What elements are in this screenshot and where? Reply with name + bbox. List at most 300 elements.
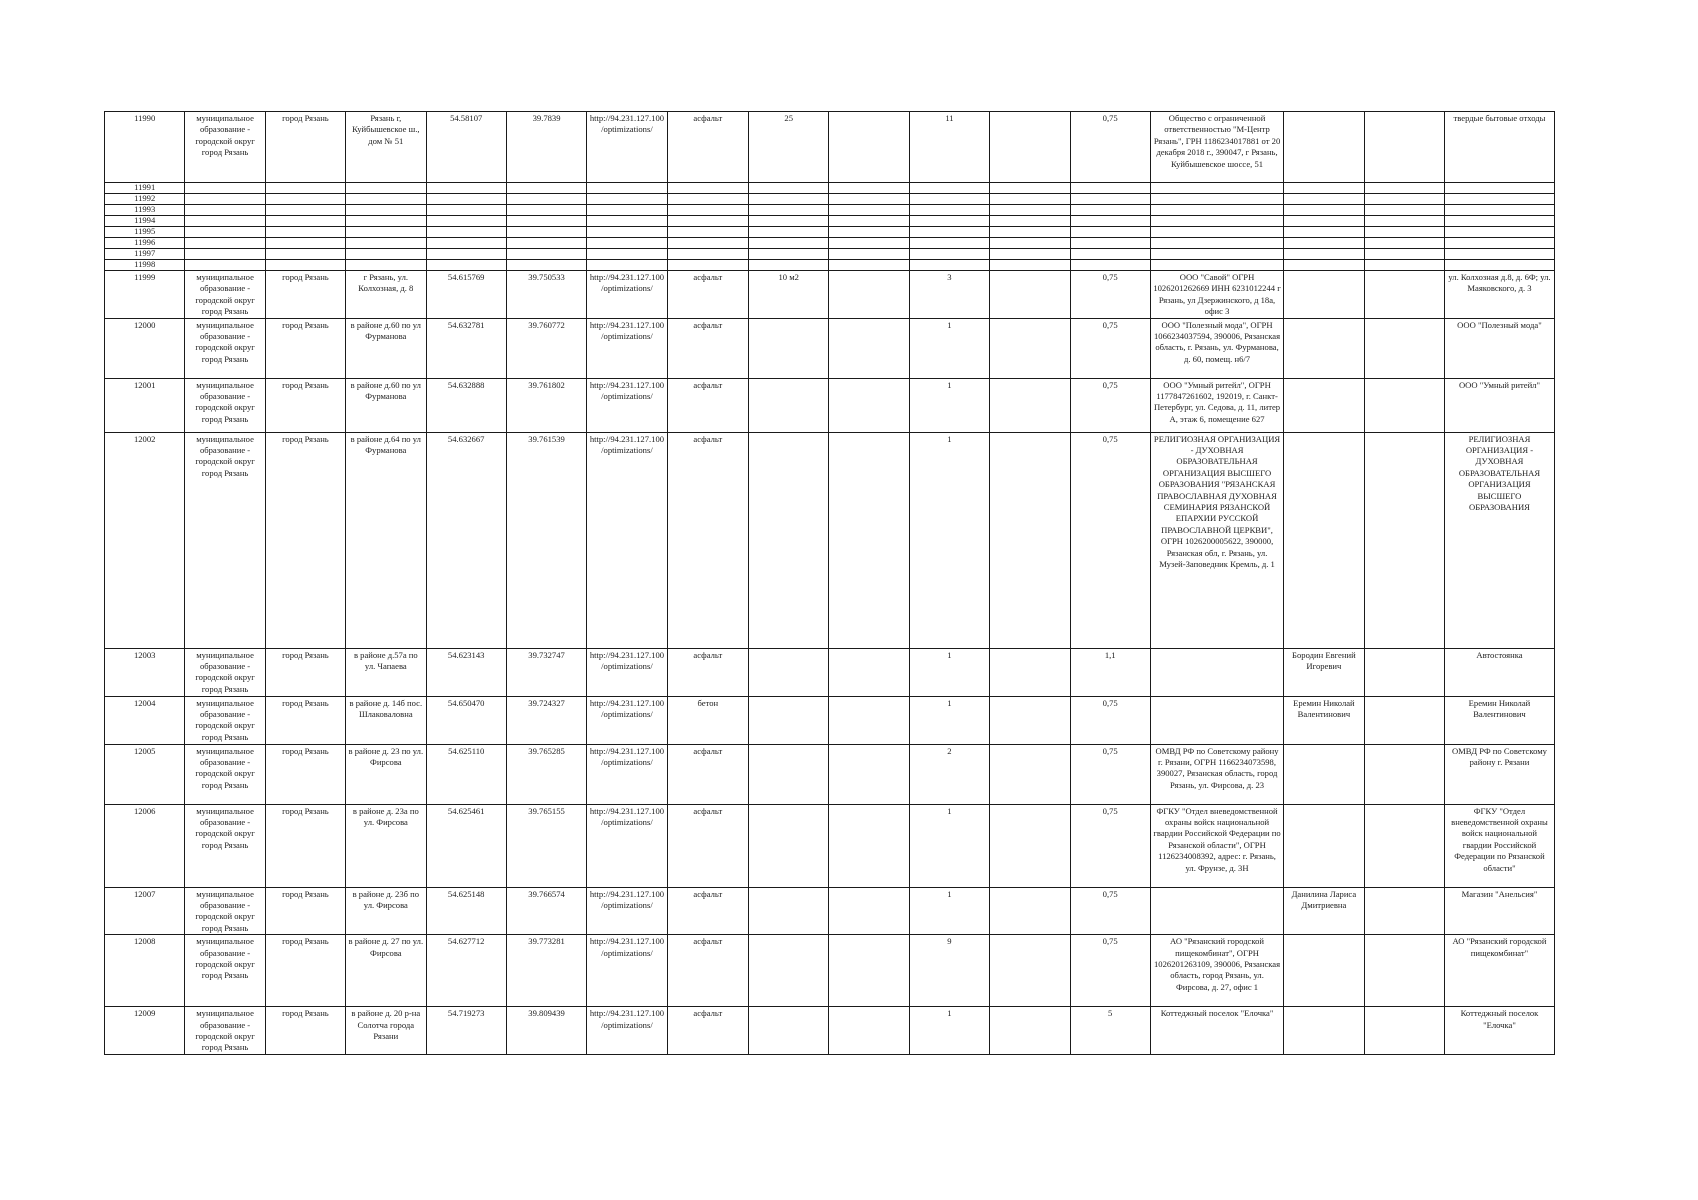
address-cell: Рязань г, Куйбышевское ш., дом № 51 — [346, 112, 426, 183]
record-number-cell: 12005 — [105, 744, 185, 804]
owner-person-cell — [1284, 205, 1364, 216]
longitude-cell: 39.761802 — [506, 378, 586, 432]
latitude-cell: 54.625461 — [426, 804, 506, 887]
column-12-cell — [990, 227, 1070, 238]
registry-table-body — [105, 112, 1555, 1055]
column-12-cell — [990, 318, 1070, 378]
owner-organization-cell: ООО "Савой" ОГРН 1026201262669 ИНН 6231012244 г Рязань, ул Дзержинского, д 18а, офис 3 — [1150, 271, 1283, 319]
map-link-cell[interactable]: http://94.231.127.100/optimizations/ — [587, 378, 667, 432]
column-10-cell — [829, 249, 909, 260]
city-cell: город Рязань — [265, 1007, 345, 1055]
longitude-cell: 39.766574 — [506, 887, 586, 935]
owner-organization-cell — [1150, 205, 1283, 216]
latitude-cell — [426, 183, 506, 194]
record-number-cell: 12008 — [105, 935, 185, 1007]
owner-person-cell — [1284, 804, 1364, 887]
municipality-cell: муниципальное образование - городской округ город Рязань — [185, 112, 265, 183]
container-count-cell: 11 — [909, 112, 989, 183]
column-16-cell — [1364, 260, 1444, 271]
record-number-cell: 12002 — [105, 432, 185, 648]
column-16-cell — [1364, 183, 1444, 194]
owner-person-cell — [1284, 238, 1364, 249]
city-cell — [265, 194, 345, 205]
address-cell: в районе д. 14б пос. Шлаковаловна — [346, 696, 426, 744]
waste-source-cell: Магазин "Анельсия" — [1444, 887, 1554, 935]
waste-source-cell — [1444, 205, 1554, 216]
column-10-cell — [829, 804, 909, 887]
table-row — [105, 112, 1555, 183]
column-12-cell — [990, 260, 1070, 271]
surface-type-cell: бетон — [667, 696, 748, 744]
column-16-cell — [1364, 1007, 1444, 1055]
table-row — [105, 744, 1555, 804]
area-cell — [749, 318, 829, 378]
area-cell: 10 м2 — [749, 271, 829, 319]
column-10-cell — [829, 318, 909, 378]
city-cell — [265, 227, 345, 238]
waste-source-cell: твердые бытовые отходы — [1444, 112, 1554, 183]
latitude-cell: 54.650470 — [426, 696, 506, 744]
record-number-cell: 12006 — [105, 804, 185, 887]
container-count-cell: 1 — [909, 887, 989, 935]
city-cell — [265, 260, 345, 271]
column-10-cell — [829, 205, 909, 216]
city-cell: город Рязань — [265, 744, 345, 804]
owner-person-cell — [1284, 935, 1364, 1007]
table-row — [105, 183, 1555, 194]
latitude-cell: 54.627712 — [426, 935, 506, 1007]
area-cell — [749, 378, 829, 432]
address-cell — [346, 227, 426, 238]
column-12-cell — [990, 744, 1070, 804]
record-number-cell: 11997 — [105, 249, 185, 260]
column-10-cell — [829, 432, 909, 648]
container-volume-cell: 0,75 — [1070, 271, 1150, 319]
map-link-cell[interactable] — [587, 183, 667, 194]
table-row — [105, 216, 1555, 227]
longitude-cell: 39.765285 — [506, 744, 586, 804]
municipality-cell — [185, 183, 265, 194]
column-16-cell — [1364, 271, 1444, 319]
area-cell — [749, 194, 829, 205]
map-link-cell[interactable]: http://94.231.127.100/optimizations/ — [587, 744, 667, 804]
column-12-cell — [990, 183, 1070, 194]
waste-source-cell: Автостоянка — [1444, 648, 1554, 696]
owner-person-cell — [1284, 1007, 1364, 1055]
waste-source-cell — [1444, 183, 1554, 194]
latitude-cell: 54.719273 — [426, 1007, 506, 1055]
city-cell — [265, 205, 345, 216]
table-row — [105, 205, 1555, 216]
area-cell — [749, 887, 829, 935]
column-16-cell — [1364, 432, 1444, 648]
map-link-cell[interactable]: http://94.231.127.100/optimizations/ — [587, 804, 667, 887]
column-12-cell — [990, 378, 1070, 432]
table-row — [105, 271, 1555, 319]
latitude-cell — [426, 249, 506, 260]
map-link-cell[interactable] — [587, 216, 667, 227]
waste-source-cell: ОМВД РФ по Советскому району г. Рязани — [1444, 744, 1554, 804]
container-count-cell: 1 — [909, 318, 989, 378]
owner-organization-cell: ОМВД РФ по Советскому району г. Рязани, ОГРН 1166234073598, 390027, Рязанская область, город Рязань, ул. Фирсова, д. 23 — [1150, 744, 1283, 804]
municipality-cell: муниципальное образование - городской округ город Рязань — [185, 696, 265, 744]
owner-organization-cell: РЕЛИГИОЗНАЯ ОРГАНИЗАЦИЯ - ДУХОВНАЯ ОБРАЗОВАТЕЛЬНАЯ ОРГАНИЗАЦИЯ ВЫСШЕГО ОБРАЗОВАНИЯ "РЯЗАНСКАЯ ПРАВОСЛАВНАЯ ДУХОВНАЯ СЕМИНАРИЯ РЯЗАНСКОЙ ЕПАРХИИ РУССКОЙ ПРАВОСЛАВНОЙ ЦЕРКВИ", ОГРН 1026200005622, 390000, Рязанская обл, г. Рязань, ул. Музей-Заповедник Кремль, д. 1 — [1150, 432, 1283, 648]
surface-type-cell — [667, 238, 748, 249]
container-count-cell: 2 — [909, 744, 989, 804]
address-cell — [346, 183, 426, 194]
container-volume-cell — [1070, 238, 1150, 249]
waste-source-cell: ООО "Полезный мода" — [1444, 318, 1554, 378]
table-row — [105, 227, 1555, 238]
map-link-cell[interactable] — [587, 227, 667, 238]
area-cell — [749, 935, 829, 1007]
longitude-cell — [506, 260, 586, 271]
latitude-cell — [426, 238, 506, 249]
column-16-cell — [1364, 378, 1444, 432]
owner-organization-cell — [1150, 183, 1283, 194]
waste-source-cell: Коттеджный поселок "Елочка" — [1444, 1007, 1554, 1055]
area-cell — [749, 432, 829, 648]
latitude-cell: 54.632667 — [426, 432, 506, 648]
registry-table — [104, 111, 1555, 1055]
surface-type-cell — [667, 194, 748, 205]
area-cell — [749, 249, 829, 260]
owner-organization-cell — [1150, 194, 1283, 205]
municipality-cell: муниципальное образование - городской округ город Рязань — [185, 804, 265, 887]
area-cell: 25 — [749, 112, 829, 183]
municipality-cell: муниципальное образование - городской округ город Рязань — [185, 744, 265, 804]
waste-source-cell: Еремин Николай Валентинович — [1444, 696, 1554, 744]
table-row — [105, 194, 1555, 205]
container-count-cell — [909, 260, 989, 271]
owner-person-cell — [1284, 112, 1364, 183]
record-number-cell: 12003 — [105, 648, 185, 696]
container-count-cell — [909, 238, 989, 249]
map-link-cell[interactable]: http://94.231.127.100/optimizations/ — [587, 887, 667, 935]
waste-source-cell: ФГКУ "Отдел вневедомственной охраны войск национальной гвардии Российской Федерации по Рязанской области" — [1444, 804, 1554, 887]
address-cell: г Рязань, ул. Колхозная, д. 8 — [346, 271, 426, 319]
map-link-cell[interactable] — [587, 260, 667, 271]
map-link-cell[interactable]: http://94.231.127.100/optimizations/ — [587, 271, 667, 319]
longitude-cell — [506, 227, 586, 238]
container-count-cell: 1 — [909, 432, 989, 648]
container-volume-cell: 0,75 — [1070, 318, 1150, 378]
owner-person-cell — [1284, 744, 1364, 804]
area-cell — [749, 260, 829, 271]
waste-source-cell: АО "Рязанский городской пищекомбинат" — [1444, 935, 1554, 1007]
city-cell — [265, 238, 345, 249]
column-12-cell — [990, 696, 1070, 744]
map-link-cell[interactable]: http://94.231.127.100/optimizations/ — [587, 696, 667, 744]
column-16-cell — [1364, 887, 1444, 935]
container-volume-cell: 0,75 — [1070, 378, 1150, 432]
owner-organization-cell — [1150, 249, 1283, 260]
container-volume-cell — [1070, 249, 1150, 260]
owner-person-cell — [1284, 318, 1364, 378]
address-cell: в районе д.64 по ул Фурманова — [346, 432, 426, 648]
map-link-cell[interactable]: http://94.231.127.100/optimizations/ — [587, 935, 667, 1007]
municipality-cell — [185, 249, 265, 260]
column-12-cell — [990, 249, 1070, 260]
owner-organization-cell — [1150, 648, 1283, 696]
table-row — [105, 378, 1555, 432]
surface-type-cell — [667, 260, 748, 271]
owner-person-cell — [1284, 227, 1364, 238]
address-cell — [346, 216, 426, 227]
column-12-cell — [990, 271, 1070, 319]
city-cell: город Рязань — [265, 648, 345, 696]
surface-type-cell: асфальт — [667, 271, 748, 319]
latitude-cell — [426, 205, 506, 216]
record-number-cell: 11995 — [105, 227, 185, 238]
municipality-cell: муниципальное образование - городской округ город Рязань — [185, 318, 265, 378]
column-12-cell — [990, 238, 1070, 249]
municipality-cell: муниципальное образование - городской округ город Рязань — [185, 432, 265, 648]
waste-source-cell — [1444, 238, 1554, 249]
column-16-cell — [1364, 249, 1444, 260]
column-10-cell — [829, 227, 909, 238]
longitude-cell: 39.761539 — [506, 432, 586, 648]
container-count-cell: 1 — [909, 648, 989, 696]
latitude-cell: 54.632781 — [426, 318, 506, 378]
city-cell: город Рязань — [265, 378, 345, 432]
column-16-cell — [1364, 205, 1444, 216]
record-number-cell: 11998 — [105, 260, 185, 271]
table-row — [105, 804, 1555, 887]
owner-person-cell — [1284, 378, 1364, 432]
longitude-cell — [506, 183, 586, 194]
address-cell: в районе д. 23б по ул. Фирсова — [346, 887, 426, 935]
owner-person-cell: Еремин Николай Валентинович — [1284, 696, 1364, 744]
address-cell — [346, 205, 426, 216]
column-16-cell — [1364, 227, 1444, 238]
column-10-cell — [829, 744, 909, 804]
container-volume-cell: 0,75 — [1070, 744, 1150, 804]
latitude-cell — [426, 194, 506, 205]
longitude-cell — [506, 205, 586, 216]
record-number-cell: 12004 — [105, 696, 185, 744]
container-count-cell — [909, 194, 989, 205]
owner-person-cell — [1284, 271, 1364, 319]
municipality-cell: муниципальное образование - городской округ город Рязань — [185, 378, 265, 432]
latitude-cell: 54.625110 — [426, 744, 506, 804]
owner-organization-cell — [1150, 887, 1283, 935]
address-cell: в районе д. 23 по ул. Фирсова — [346, 744, 426, 804]
surface-type-cell: асфальт — [667, 318, 748, 378]
map-link-cell[interactable]: http://94.231.127.100/optimizations/ — [587, 648, 667, 696]
container-volume-cell: 0,75 — [1070, 887, 1150, 935]
surface-type-cell: асфальт — [667, 378, 748, 432]
latitude-cell: 54.623143 — [426, 648, 506, 696]
longitude-cell: 39.765155 — [506, 804, 586, 887]
area-cell — [749, 216, 829, 227]
column-16-cell — [1364, 216, 1444, 227]
table-row — [105, 249, 1555, 260]
column-10-cell — [829, 183, 909, 194]
longitude-cell — [506, 194, 586, 205]
address-cell — [346, 194, 426, 205]
owner-person-cell — [1284, 260, 1364, 271]
container-volume-cell — [1070, 260, 1150, 271]
container-count-cell: 1 — [909, 696, 989, 744]
map-link-cell[interactable] — [587, 205, 667, 216]
waste-source-cell: РЕЛИГИОЗНАЯ ОРГАНИЗАЦИЯ - ДУХОВНАЯ ОБРАЗОВАТЕЛЬНАЯ ОРГАНИЗАЦИЯ ВЫСШЕГО ОБРАЗОВАНИЯ — [1444, 432, 1554, 648]
longitude-cell: 39.750533 — [506, 271, 586, 319]
container-volume-cell — [1070, 183, 1150, 194]
municipality-cell: муниципальное образование - городской округ город Рязань — [185, 935, 265, 1007]
table-row — [105, 432, 1555, 648]
owner-organization-cell — [1150, 238, 1283, 249]
container-count-cell: 3 — [909, 271, 989, 319]
surface-type-cell: асфальт — [667, 935, 748, 1007]
area-cell — [749, 744, 829, 804]
city-cell: город Рязань — [265, 935, 345, 1007]
waste-source-cell — [1444, 249, 1554, 260]
municipality-cell — [185, 194, 265, 205]
address-cell: в районе д.60 по ул Фурманова — [346, 378, 426, 432]
column-12-cell — [990, 648, 1070, 696]
column-16-cell — [1364, 744, 1444, 804]
container-count-cell: 9 — [909, 935, 989, 1007]
map-link-cell[interactable] — [587, 194, 667, 205]
address-cell: в районе д. 20 р-на Солотча города Рязани — [346, 1007, 426, 1055]
waste-source-cell — [1444, 260, 1554, 271]
surface-type-cell: асфальт — [667, 887, 748, 935]
container-volume-cell — [1070, 216, 1150, 227]
area-cell — [749, 696, 829, 744]
column-12-cell — [990, 432, 1070, 648]
municipality-cell — [185, 205, 265, 216]
column-12-cell — [990, 1007, 1070, 1055]
container-count-cell: 1 — [909, 1007, 989, 1055]
city-cell — [265, 249, 345, 260]
container-volume-cell: 0,75 — [1070, 804, 1150, 887]
column-10-cell — [829, 260, 909, 271]
table-row — [105, 887, 1555, 935]
address-cell: в районе д.60 по ул Фурманова — [346, 318, 426, 378]
container-volume-cell: 1,1 — [1070, 648, 1150, 696]
container-volume-cell — [1070, 194, 1150, 205]
container-count-cell — [909, 205, 989, 216]
record-number-cell: 12009 — [105, 1007, 185, 1055]
owner-person-cell — [1284, 183, 1364, 194]
surface-type-cell: асфальт — [667, 1007, 748, 1055]
column-16-cell — [1364, 648, 1444, 696]
column-10-cell — [829, 887, 909, 935]
surface-type-cell — [667, 249, 748, 260]
longitude-cell: 39.760772 — [506, 318, 586, 378]
municipality-cell: муниципальное образование - городской округ город Рязань — [185, 1007, 265, 1055]
owner-person-cell: Бородин Евгений Игоревич — [1284, 648, 1364, 696]
latitude-cell: 54.58107 — [426, 112, 506, 183]
waste-source-cell: ул. Колхозная д.8, д. 6Ф; ул. Маяковского, д. 3 — [1444, 271, 1554, 319]
container-count-cell — [909, 227, 989, 238]
container-volume-cell: 5 — [1070, 1007, 1150, 1055]
table-row — [105, 260, 1555, 271]
column-10-cell — [829, 238, 909, 249]
record-number-cell: 11999 — [105, 271, 185, 319]
owner-organization-cell: ООО "Полезный мода", ОГРН 1066234037594, 390006, Рязанская область, г. Рязань, ул. Фурманова, д. 60, помещ. н6/7 — [1150, 318, 1283, 378]
column-10-cell — [829, 112, 909, 183]
table-row — [105, 935, 1555, 1007]
container-volume-cell — [1070, 205, 1150, 216]
map-link-cell[interactable]: http://94.231.127.100/optimizations/ — [587, 318, 667, 378]
municipality-cell — [185, 260, 265, 271]
column-16-cell — [1364, 804, 1444, 887]
record-number-cell: 11990 — [105, 112, 185, 183]
municipality-cell: муниципальное образование - городской округ город Рязань — [185, 887, 265, 935]
latitude-cell: 54.625148 — [426, 887, 506, 935]
owner-organization-cell — [1150, 216, 1283, 227]
container-count-cell: 1 — [909, 378, 989, 432]
surface-type-cell — [667, 227, 748, 238]
surface-type-cell: асфальт — [667, 744, 748, 804]
map-link-cell[interactable] — [587, 238, 667, 249]
column-12-cell — [990, 205, 1070, 216]
table-row — [105, 648, 1555, 696]
map-link-cell[interactable]: http://94.231.127.100/optimizations/ — [587, 1007, 667, 1055]
container-volume-cell — [1070, 227, 1150, 238]
address-cell — [346, 260, 426, 271]
map-link-cell[interactable] — [587, 249, 667, 260]
owner-organization-cell — [1150, 260, 1283, 271]
column-10-cell — [829, 648, 909, 696]
column-10-cell — [829, 378, 909, 432]
city-cell: город Рязань — [265, 804, 345, 887]
column-10-cell — [829, 696, 909, 744]
map-link-cell[interactable]: http://94.231.127.100/optimizations/ — [587, 432, 667, 648]
area-cell — [749, 1007, 829, 1055]
column-10-cell — [829, 271, 909, 319]
record-number-cell: 12001 — [105, 378, 185, 432]
city-cell — [265, 216, 345, 227]
column-10-cell — [829, 1007, 909, 1055]
record-number-cell: 11992 — [105, 194, 185, 205]
column-10-cell — [829, 194, 909, 205]
column-16-cell — [1364, 238, 1444, 249]
owner-person-cell — [1284, 249, 1364, 260]
latitude-cell — [426, 260, 506, 271]
owner-person-cell — [1284, 432, 1364, 648]
longitude-cell — [506, 249, 586, 260]
column-12-cell — [990, 194, 1070, 205]
city-cell: город Рязань — [265, 887, 345, 935]
surface-type-cell — [667, 216, 748, 227]
city-cell: город Рязань — [265, 318, 345, 378]
city-cell: город Рязань — [265, 696, 345, 744]
container-volume-cell: 0,75 — [1070, 432, 1150, 648]
municipality-cell — [185, 216, 265, 227]
column-12-cell — [990, 112, 1070, 183]
municipality-cell — [185, 227, 265, 238]
longitude-cell — [506, 216, 586, 227]
owner-organization-cell: ФГКУ "Отдел вневедомственной охраны войск национальной гвардии Российской Федерации по Рязанской области", ОГРН 1126234008392, адрес: г. Рязань, ул. Фрунзе, д. 3Н — [1150, 804, 1283, 887]
area-cell — [749, 205, 829, 216]
owner-person-cell: Данилина Лариса Дмитриевна — [1284, 887, 1364, 935]
container-volume-cell: 0,75 — [1070, 935, 1150, 1007]
record-number-cell: 12000 — [105, 318, 185, 378]
area-cell — [749, 227, 829, 238]
address-cell: в районе д. 27 по ул. Фирсова — [346, 935, 426, 1007]
column-12-cell — [990, 935, 1070, 1007]
column-12-cell — [990, 804, 1070, 887]
column-10-cell — [829, 216, 909, 227]
area-cell — [749, 238, 829, 249]
surface-type-cell: асфальт — [667, 432, 748, 648]
container-count-cell: 1 — [909, 804, 989, 887]
address-cell: в районе д.57а по ул. Чапаева — [346, 648, 426, 696]
map-link-cell[interactable]: http://94.231.127.100/optimizations/ — [587, 112, 667, 183]
